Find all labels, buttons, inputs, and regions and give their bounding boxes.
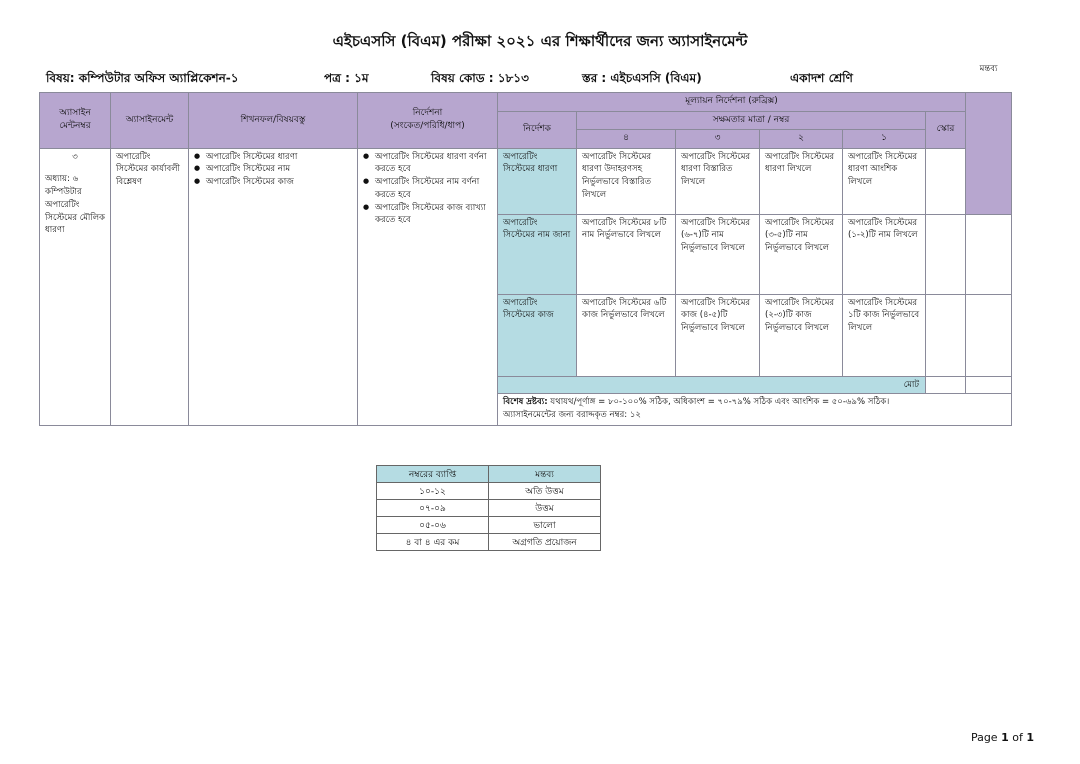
rubric-indicator: অপারেটিং সিস্টেমের কাজ xyxy=(498,294,577,376)
header-competency: সক্ষমতার মাত্রা / নম্বর xyxy=(577,111,926,130)
special-note xyxy=(498,394,1012,425)
rubric-score-cell xyxy=(926,148,966,214)
header-assignment-no: অ্যাসাইন মেন্টনম্বর xyxy=(40,93,111,149)
header-indicator: নির্দেশক xyxy=(498,111,577,148)
page-current: 1 xyxy=(1001,731,1009,744)
page-indicator xyxy=(971,731,1034,744)
rubric-score-cell xyxy=(926,214,966,294)
grade-range: ০৭-০৯ xyxy=(377,500,489,517)
rubric-level-2: অপারেটিং সিস্টেমের ধারণা লিখলে xyxy=(760,148,843,214)
outcome-item: ● অপারেটিং সিস্টেমের নাম xyxy=(194,163,352,176)
assignment-number: ৩ xyxy=(72,151,78,162)
rubric-level-3: অপারেটিং সিস্টেমের কাজ (৪-৫)টি নির্ভুলভাবে লিখলে xyxy=(676,294,760,376)
grade-header-remark: মন্তব্য xyxy=(489,466,601,483)
subject-meta-line xyxy=(46,70,1006,88)
header-instructions-title: নির্দেশনা xyxy=(412,107,443,118)
rubric-level-3: অপারেটিং সিস্টেমের (৬-৭)টি নাম নির্ভুলভাবে লিখলে xyxy=(676,214,760,294)
header-score: স্কোর xyxy=(926,111,966,148)
rubric-level-3: অপারেটিং সিস্টেমের ধারণা বিস্তারিত লিখলে xyxy=(676,148,760,214)
rubric-level-4: অপারেটিং সিস্টেমের ৮টি নাম নির্ভুলভাবে লিখলে xyxy=(577,214,676,294)
rubric-level-2: অপারেটিং সিস্টেমের (২-৩)টি কাজ নির্ভুলভাবে লিখলে xyxy=(760,294,843,376)
grade-row xyxy=(377,517,601,534)
total-remarks-cell xyxy=(966,376,1012,394)
assignment-number-cell xyxy=(40,148,111,425)
header-evaluation: মূল্যায়ন নির্দেশনা (রুব্রিক্স) xyxy=(498,93,966,112)
rubric-level-2: অপারেটিং সিস্টেমের (৩-৫)টি নাম নির্ভুলভাবে লিখলে xyxy=(760,214,843,294)
page-word: Page xyxy=(970,731,998,744)
rubric-indicator: অপারেটিং সিস্টেমের নাম জানা xyxy=(498,214,577,294)
rubric-level-1: অপারেটিং সিস্টেমের ধারণা আংশিক লিখলে xyxy=(843,148,926,214)
level-label: স্তর : এইচএসসি (বিএম) xyxy=(582,71,702,85)
paper-label: পত্র : ১ম xyxy=(324,71,369,85)
class-label: একাদশ শ্রেণি xyxy=(790,71,853,85)
note-marks: অ্যাসাইনমেন্টের জন্য বরাদ্দকৃত নম্বর: ১২ xyxy=(503,410,641,421)
grade-range: ১০-১২ xyxy=(377,483,489,500)
header-assignment: অ্যাসাইনমেন্ট xyxy=(111,93,189,149)
subject-label: বিষয়: কম্পিউটার অফিস অ্যাপ্লিকেশন-১ xyxy=(46,71,239,85)
grade-row xyxy=(377,500,601,517)
total-label: মোট xyxy=(498,376,926,394)
outcome-item: ● অপারেটিং সিস্টেমের ধারণা xyxy=(194,151,352,164)
rubric-level-4: অপারেটিং সিস্টেমের ধারণা উদাহরণসহ নির্ভুলভাবে বিস্তারিত লিখলে xyxy=(577,148,676,214)
header-remarks xyxy=(966,63,1012,215)
learning-outcomes-cell xyxy=(189,148,358,425)
rubric-remarks-cell xyxy=(966,294,1012,376)
header-remarks-label: মন্তব্য xyxy=(979,63,998,74)
grade-table xyxy=(376,465,601,551)
rubric-score-cell xyxy=(926,294,966,376)
grade-range: ৪ বা ৪ এর কম xyxy=(377,534,489,551)
instruction-item: ● অপারেটিং সিস্টেমের ধারণা বর্ণনা করতে হবে xyxy=(363,151,492,177)
rubric-level-1: অপারেটিং সিস্টেমের (১-২)টি নাম লিখলে xyxy=(843,214,926,294)
page-total: 1 xyxy=(1026,731,1034,744)
header-level-1: ১ xyxy=(843,130,926,149)
grade-row xyxy=(377,483,601,500)
grade-remark: ভালো xyxy=(489,517,601,534)
grade-header-range: নম্বরের ব্যাপ্তি xyxy=(377,466,489,483)
assignment-chapter: অধ্যায়: ৬ কম্পিউটার অপারেটিং সিস্টেমের মৌলিক ধারণা xyxy=(45,174,106,236)
rubric-indicator: অপারেটিং সিস্টেমের ধারণা xyxy=(498,148,577,214)
grade-row xyxy=(377,534,601,551)
document-title: এইচএসসি (বিএম) পরীক্ষা ২০২১ এর শিক্ষার্থীদের জন্য অ্যাসাইনমেন্ট xyxy=(332,32,748,50)
instructions-cell xyxy=(358,148,498,425)
rubric-level-4: অপারেটিং সিস্টেমের ৬টি কাজ নির্ভুলভাবে লিখলে xyxy=(577,294,676,376)
page-of-word: of xyxy=(1012,731,1023,744)
header-level-4: ৪ xyxy=(577,130,676,149)
grade-range: ০৫-০৬ xyxy=(377,517,489,534)
header-instructions-sub: (সংকেত/পরিধি/ধাপ) xyxy=(390,121,465,132)
outcome-item: ● অপারেটিং সিস্টেমের কাজ xyxy=(194,176,352,189)
grade-remark: উত্তম xyxy=(489,500,601,517)
note-text: যথাযথ/পূর্ণাঙ্গ = ৮০-১০০% সঠিক, অধিকাংশ = ৭০-৭৯% সঠিক এবং আংশিক = ৫০-৬৯% সঠিক। xyxy=(550,397,890,408)
instruction-item: ● অপারেটিং সিস্টেমের নাম বর্ণনা করতে হবে xyxy=(363,176,492,202)
grade-remark: অগ্রগতি প্রয়োজন xyxy=(489,534,601,551)
header-level-2: ২ xyxy=(760,130,843,149)
total-score-cell xyxy=(926,376,966,394)
instruction-item: ● অপারেটিং সিস্টেমের কাজ ব্যাখ্যা করতে হবে xyxy=(363,202,492,228)
subject-code-label: বিষয় কোড : ১৮১৩ xyxy=(431,71,529,85)
header-instructions xyxy=(358,93,498,149)
assignment-task-cell xyxy=(111,148,189,425)
note-label: বিশেষ দ্রষ্টব্য: xyxy=(503,397,548,408)
rubric-remarks-cell xyxy=(966,214,1012,294)
rubric-level-1: অপারেটিং সিস্টেমের ১টি কাজ নির্ভুলভাবে লিখলে xyxy=(843,294,926,376)
header-level-3: ৩ xyxy=(676,130,760,149)
grade-remark: অতি উত্তম xyxy=(489,483,601,500)
assignment-task: অপারেটিং সিস্টেমের কার্যাবলী বিশ্লেষণ xyxy=(116,151,180,187)
header-learning-outcome: শিখনফল/বিষয়বস্তু xyxy=(189,93,358,149)
